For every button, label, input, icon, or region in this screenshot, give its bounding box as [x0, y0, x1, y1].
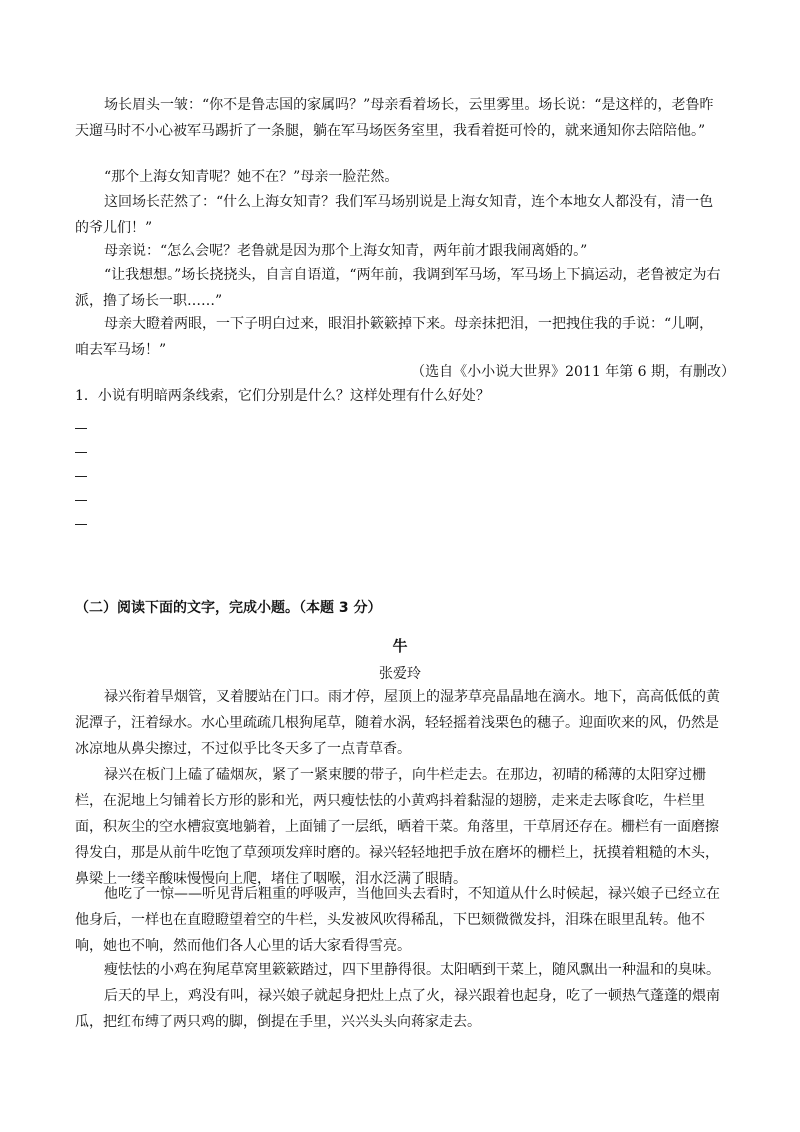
question-1: 1．小说有明暗两条线索，它们分别是什么？这样处理有什么好处？	[75, 388, 490, 404]
section-2-heading: （二）阅读下面的文字，完成小题。（本题 3 分）	[75, 600, 382, 616]
answer-line[interactable]	[75, 476, 87, 477]
excerpt-paragraph-2: “那个上海女知青呢？她不在？”母亲一脸茫然。	[104, 169, 399, 185]
story-paragraph-4: 瘦怯怯的小鸡在狗尾草窝里簌簌踏过，四下里静得很。太阳晒到干菜上，随风飘出一种温和的臭味。	[104, 962, 720, 978]
answer-line[interactable]	[75, 524, 87, 525]
story-paragraph-1: 禄兴衔着旱烟管，叉着腰站在门口。雨才停，屋顶上的湿茅草亮晶晶地在滴水。地下，高高低低的黄泥潭子，汪着绿水。水心里疏疏几根狗尾草，随着水涡，轻轻摇着浅栗色的穗子。迎面吹来的风，仍然是冰凉地从鼻尖擦过，不过似乎比冬天多了一点青草香。	[75, 689, 720, 757]
excerpt-paragraph-1: 场长眉头一皱：“你不是鲁志国的家属吗？”母亲看着场长，云里雾里。场长说：“是这样的，老鲁昨天遛马时不小心被军马踢折了一条腿，躺在军马场医务室里，我看着挺可怜的，就来通知你去陪陪他。”	[75, 97, 714, 139]
story-paragraph-2: 禄兴在板门上磕了磕烟灰，紧了一紧束腰的带子，向牛栏走去。在那边，初晴的稀薄的太阳穿过栅栏，在泥地上匀铺着长方形的影和光，两只瘦怯怯的小黄鸡抖着黏湿的翅膀，走来走去啄食吃，牛栏里面，积灰尘的空水槽寂寞地躺着，上面铺了一层纸，晒着干菜。角落里，干草屑还存在。栅栏有一面磨擦得发白，那是从前牛吃饱了草颈项发痒时磨的。禄兴轻轻地把手放在磨坏的栅栏上，抚摸着粗糙的木头，鼻梁上一缕辛酸味慢慢向上爬，堵住了咽喉，泪水泛满了眼睛。	[75, 767, 719, 887]
excerpt-paragraph-3: 这回场长茫然了：“什么上海女知青？我们军马场别说是上海女知青，连个本地女人都没有，清一色的爷儿们！”	[75, 194, 714, 236]
story-title: 牛	[392, 637, 408, 655]
excerpt-paragraph-5: “让我想想。”场长挠挠头，自言自语道，“两年前，我调到军马场，军马场上下搞运动，老鲁被定为右派，撸了场长一职……”	[75, 267, 721, 309]
answer-line[interactable]	[75, 428, 87, 429]
answer-line[interactable]	[75, 500, 87, 501]
excerpt-paragraph-6: 母亲大瞪着两眼，一下子明白过来，眼泪扑簌簌掉下来。母亲抹把泪，一把拽住我的手说：“儿啊，咱去军马场！”	[75, 316, 714, 358]
answer-line[interactable]	[75, 452, 87, 453]
story-author: 张爱玲	[379, 666, 421, 682]
excerpt-paragraph-4: 母亲说：“怎么会呢？老鲁就是因为那个上海女知青，两年前才跟我闹离婚的。”	[104, 243, 588, 259]
story-paragraph-3: 他吃了一惊——听见背后粗重的呼吸声，当他回头去看时，不知道从什么时候起，禄兴娘子已经立在他身后，一样也在直瞪瞪望着空的牛栏，头发被风吹得稀乱，下巴颏微微发抖，泪珠在眼里乱转。他不响，她也不响，然而他们各人心里的话大家看得雪亮。	[75, 886, 720, 954]
story-paragraph-5: 后天的早上，鸡没有叫，禄兴娘子就起身把灶上点了火，禄兴跟着也起身，吃了一顿热气蓬蓬的煨南瓜，把红布缚了两只鸡的脚，倒提在手里，兴兴头头向蒋家走去。	[75, 988, 720, 1030]
excerpt-source: （选自《小小说大世界》2011 年第 6 期，有删改）	[411, 364, 735, 380]
